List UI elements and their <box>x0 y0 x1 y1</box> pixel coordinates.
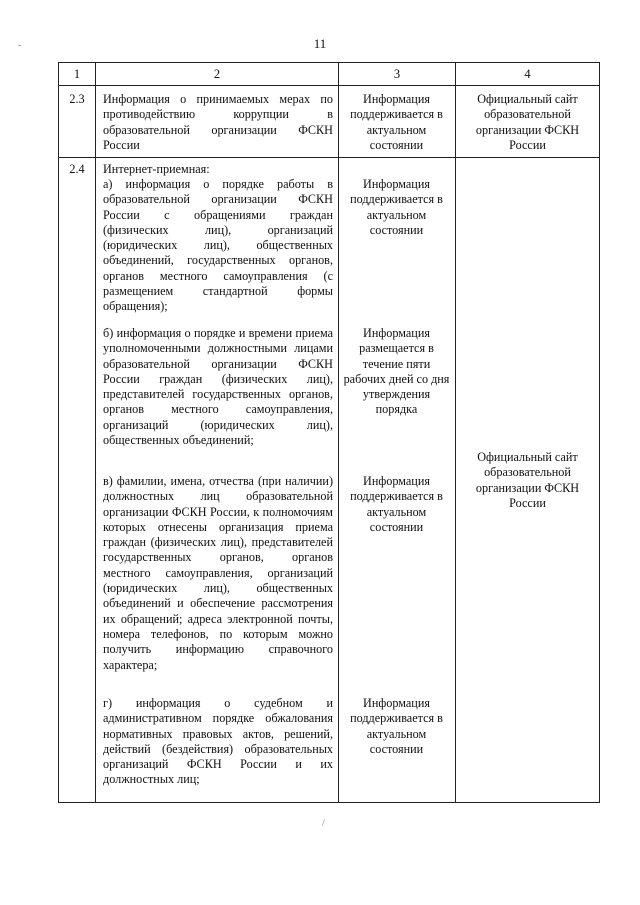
table-border-right <box>599 62 600 803</box>
table-border-bottom <box>58 802 600 803</box>
row-item-g-status: Информация поддерживается в актуальном состоянии <box>350 696 443 756</box>
table-divider-1 <box>95 62 96 803</box>
column-header-1: 1 <box>73 67 81 81</box>
row-item-v-status: Информация поддерживается в актуальном состоянии <box>350 474 443 534</box>
row-item-a-status: Информация поддерживается в актуальном состоянии <box>350 177 443 237</box>
table-border-top <box>58 62 600 63</box>
scan-speck: - <box>18 40 22 51</box>
row-source: Официальный сайт образовательной организации ФСКН России <box>475 450 580 510</box>
row-divider <box>58 157 600 158</box>
row-item-b: б) информация о порядке и времени приема уполномоченными должностными лицами образовательной организации ФСКН России граждан (физических лиц), представителей государственных органов, органов местного самоуправления, организаций (юридических лиц), общественных объединений; <box>103 326 333 448</box>
page-number: 11 <box>313 36 327 51</box>
row-item-v: в) фамилии, имена, отчества (при наличии) должностных лиц образовательной организации ФСКН России, к полномочиям которых отнесены организация приема граждан (физических лиц), представителей государственных органов, органов местного самоуправления, организаций (юридических лиц), общественных объединений и обеспечение рассмотрения их обращений; адреса электронной почты, номера телефонов, по которым можно получить информацию справочного характера; <box>103 474 333 672</box>
column-header-2: 2 <box>213 67 221 81</box>
table-divider-2 <box>338 62 339 803</box>
row-content: Информация о принимаемых мерах по противодействию коррупции в образовательной организации ФСКН России <box>103 92 333 152</box>
row-item-g: г) информация о судебном и административном порядке обжалования нормативных правовых актов, решений, действий (бездействия) образовательных организаций ФСКН России и их должностных лиц; <box>103 696 333 787</box>
scan-speck: / <box>322 818 325 829</box>
row-item-a: а) информация о порядке работы в образовательной организации ФСКН России с обращениями граждан (физических лиц), организаций (юридических лиц), общественных объединений, государственных органов, органов местного самоуправления (с размещением стандартной формы обращения); <box>103 177 333 314</box>
column-header-3: 3 <box>393 67 401 81</box>
header-row-divider <box>58 85 600 86</box>
row-source: Официальный сайт образовательной организации ФСКН России <box>475 92 580 152</box>
row-status: Информация поддерживается в актуальном состоянии <box>350 92 443 152</box>
row-number: 2.4 <box>69 162 85 176</box>
row-number: 2.3 <box>69 92 85 106</box>
column-header-4: 4 <box>524 67 531 81</box>
row-intro: Интернет-приемная: <box>103 162 210 176</box>
table-divider-3 <box>455 62 456 803</box>
row-item-b-status: Информация размещается в течение пяти рабочих дней со дня утверждения порядка <box>343 326 450 417</box>
